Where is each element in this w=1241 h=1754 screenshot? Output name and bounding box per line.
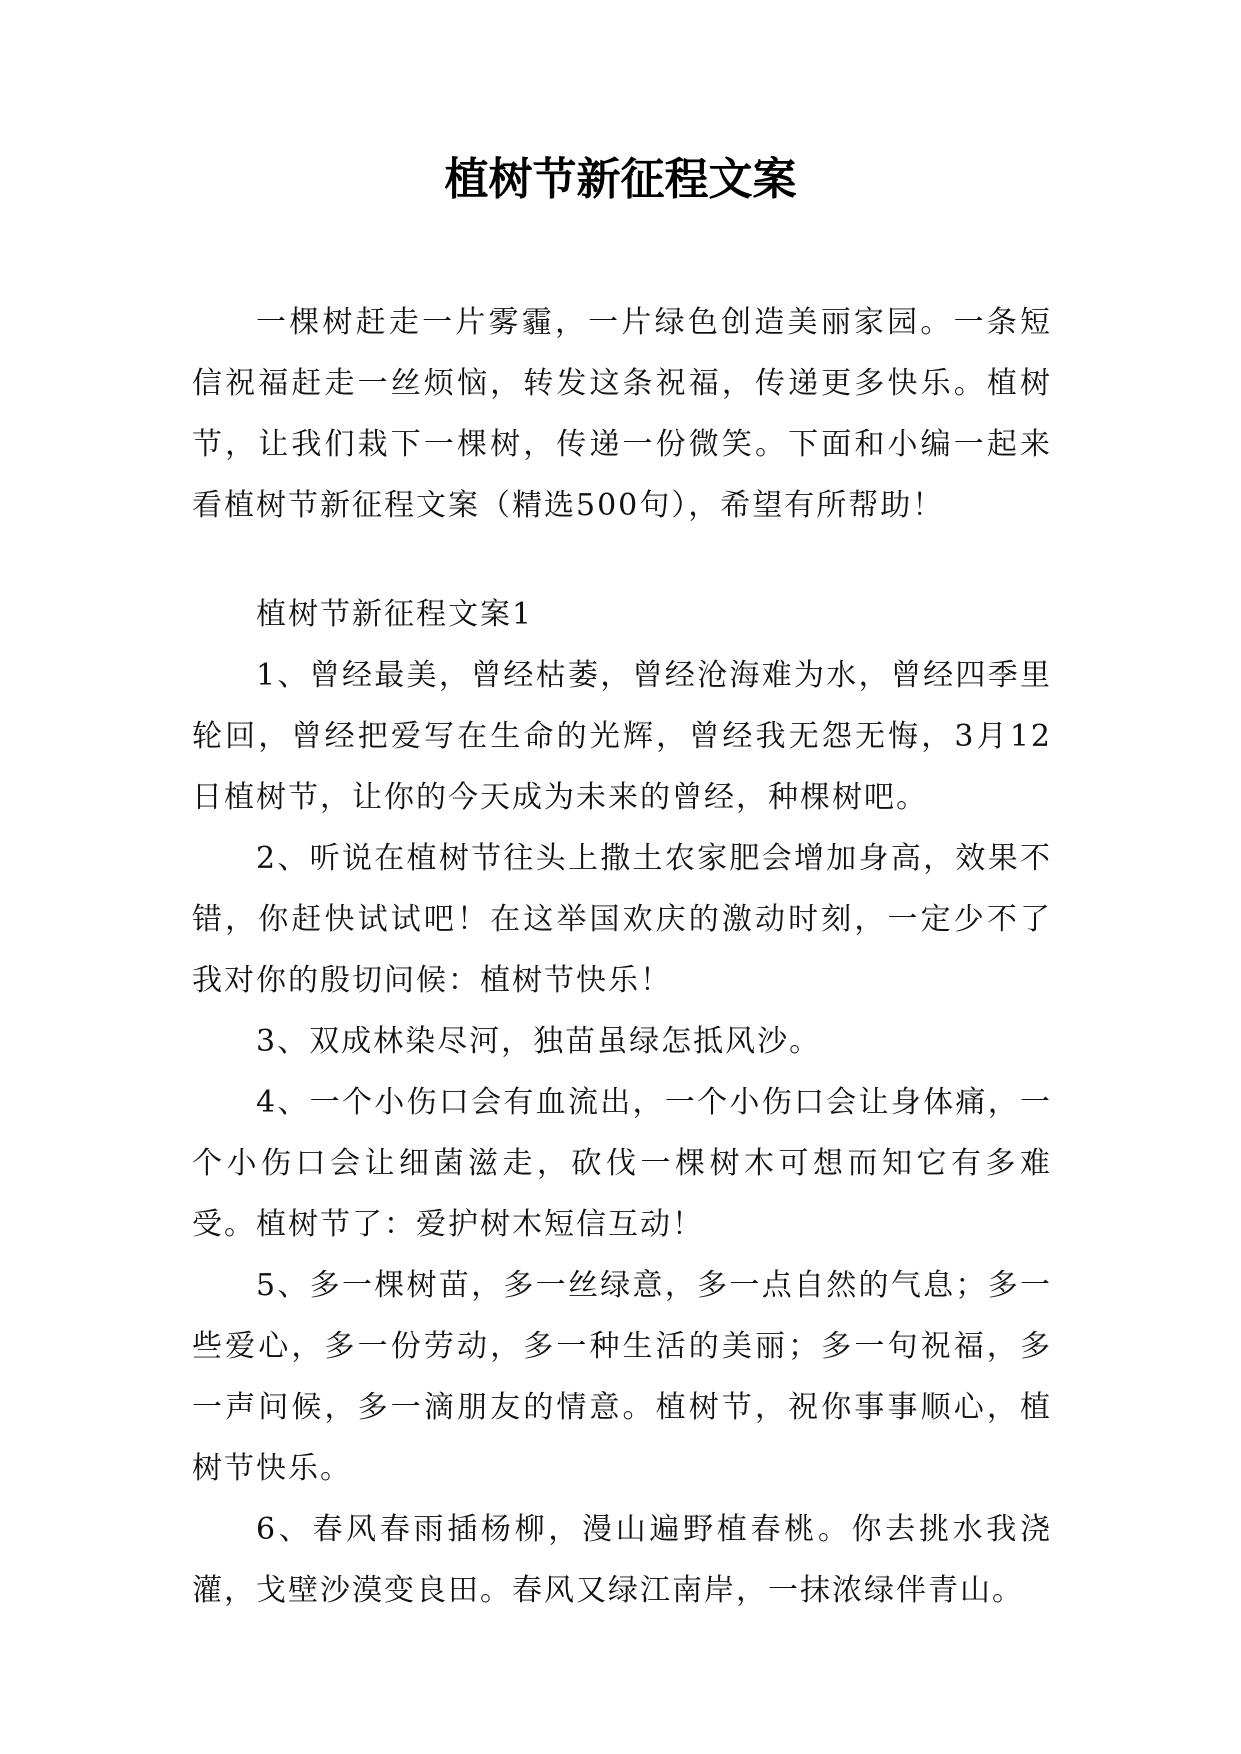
- list-item: 1、曾经最美，曾经枯萎，曾经沧海难为水，曾经四季里轮回，曾经把爱写在生命的光辉，曾经我无怨无悔，3月12日植树节，让你的今天成为未来的曾经，种棵树吧。: [192, 658, 1052, 815]
- section-heading: 植树节新征程文案1: [256, 597, 534, 632]
- document-body: [192, 292, 1052, 1621]
- page-title: 植树节新征程文案: [444, 154, 797, 205]
- list-item: 2、听说在植树节往头上撒土农家肥会增加身高，效果不错，你赶快试试吧！在这举国欢庆的激动时刻，一定少不了我对你的殷切问候：植树节快乐！: [192, 841, 1052, 998]
- intro-paragraph: 一棵树赶走一片雾霾，一片绿色创造美丽家园。一条短信祝福赶走一丝烦恼，转发这条祝福，传递更多快乐。植树节，让我们栽下一棵树，传递一份微笑。下面和小编一起来看植树节新征程文案（精选500句），希望有所帮助！: [192, 305, 1052, 523]
- list-item: 3、双成林染尽河，独苗虽绿怎抵风沙。: [256, 1024, 822, 1059]
- list-item: 6、春风春雨插杨柳，漫山遍野植春桃。你去挑水我浇灌，戈壁沙漠变良田。春风又绿江南岸，一抹浓绿伴青山。: [192, 1512, 1052, 1608]
- list-item: 4、一个小伤口会有血流出，一个小伤口会让身体痛，一个小伤口会让细菌滋走，砍伐一棵树木可想而知它有多难受。植树节了：爱护树木短信互动！: [192, 1085, 1052, 1242]
- list-item: 5、多一棵树苗，多一丝绿意，多一点自然的气息；多一些爱心，多一份劳动，多一种生活的美丽；多一句祝福，多一声问候，多一滴朋友的情意。植树节，祝你事事顺心，植树节快乐。: [192, 1268, 1052, 1486]
